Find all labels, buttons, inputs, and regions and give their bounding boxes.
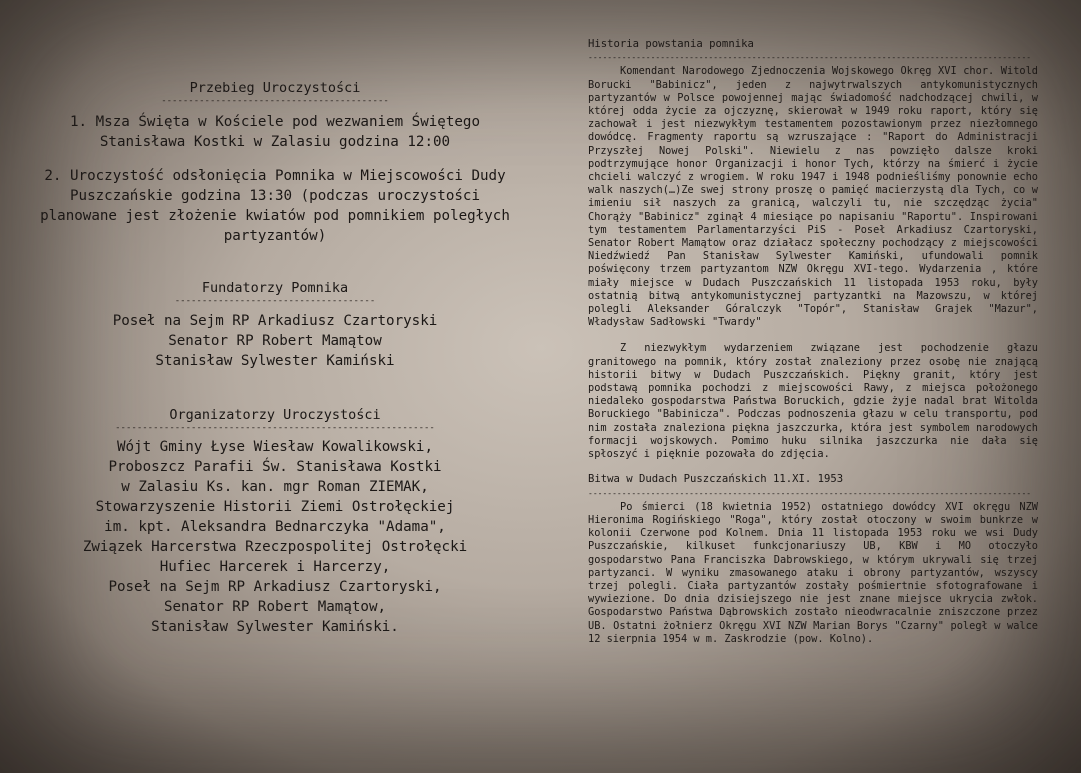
organizer-line: Poseł na Sejm RP Arkadiusz Czartoryski, [108, 579, 442, 595]
organizers-section [40, 407, 510, 637]
organizer-line: w Zalasiu Ks. kan. mgr Roman ZIEMAK, [121, 479, 429, 495]
program-section [40, 80, 510, 246]
founder-line: Poseł na Sejm RP Arkadiusz Czartoryski [112, 313, 438, 329]
divider: ------------------------------------- [174, 296, 376, 306]
history-section [588, 38, 1038, 461]
organizer-line: Stowarzyszenie Historii Ziemi Ostrołęckiej [95, 499, 455, 515]
program-item-2: 2. Uroczystość odsłonięcia Pomnika w Miejscowości Dudy Puszczańskie godzina 13:30 (podczas uroczystości planowane jest złożenie kwiatów pod pomnikiem poległych partyzantów) [40, 168, 510, 244]
battle-title: Bitwa w Dudach Puszczańskich 11.XI. 1953 [588, 473, 844, 486]
organizers-title: Organizatorzy Uroczystości [169, 407, 381, 423]
divider: -------------------------------------------------------------------------------------------- [588, 53, 1032, 63]
program-item-1: 1. Msza Święta w Kościele pod wezwaniem Świętego Stanisława Kostki w Zalasiu godzina 12:00 [70, 114, 480, 150]
divider: ------------------------------------------ [161, 96, 389, 106]
battle-paragraph: Po śmierci (18 kwietnia 1952) ostatniego dowódcy XVI okręgu NZW Hieronima Rogińskiego "Roga", który został otoczony w swoim bunkrze w kolonii Czerwone pod Kolnem. Dnia 11 listopada 1953 roku we wsi Dudy Puszczańskie, kilkuset funkcjonariuszy UB, KBW i MO otoczyło gospodarstwo Pana Franciszka Dabrowskiego, w którym ukrywali się trzej partyzanci. W wyniku zmasowanego ataku i obrony partyzantów, wszyscy trzej polegli. Ciała partyzantów zostały pośmiertnie sfotografowane i wywiezione. Do dnia dzisiejszego nie jest znane miejsce ukrycia zwłok. Gospodarstwo Państwa Dąbrowskich zostało nieodwracalnie zniszczone przez UB. Ostatni żołnierz Okręgu XVI NZW Marian Borys "Czarny" poległ w walce 12 sierpnia 1954 w m. Zaskrodzie (pow. Kolno). [588, 500, 1038, 645]
battle-section [588, 473, 1038, 646]
organizer-line: Związek Harcerstwa Rzeczpospolitej Ostrołęcki [82, 539, 468, 555]
organizer-line: Stanisław Sylwester Kamiński. [151, 619, 399, 635]
organizer-line: Senator RP Robert Mamątow, [163, 599, 387, 615]
founder-line: Senator RP Robert Mamątow [168, 333, 382, 349]
organizer-line: Hufiec Harcerek i Harcerzy, [159, 559, 391, 575]
left-column [40, 80, 510, 637]
founder-line: Stanisław Sylwester Kamiński [155, 353, 395, 369]
history-paragraph: Z niezwykłym wydarzeniem związane jest pochodzenie głazu granitowego na pomnik, który został znaleziony przez osobę nie znającą historii bitwy w Dudach Puszczańskich. Piękny granit, który jest podstawą pomnika pochodzi z miejscowości Rawy, z miejsca położonego niedaleko gospodarstwa Państwa Boruckich, gdzie żyje nadal brat Witolda Boruckiego "Babinicza". Podczas podnoszenia głazu w celu transportu, pod nim została znaleziona piękna jaszczurka, która jest symbolem narodowych formacji wojskowych. Pomimo huku silnika jaszczurka nie dała się spłoszyć i pięknie pozowała do zdjęcia. [588, 342, 1038, 461]
right-column [588, 38, 1038, 646]
history-paragraph: Komendant Narodowego Zjednoczenia Wojskowego Okręg XVI chor. Witold Borucki "Babinicz", jeden z najwytrwalszych antykomunistycznych partyzantów w Polsce powojennej mając świadomość nadchodzącej chwili, w której odda życie za ojczyznę, skierował w 1949 roku raport, który się zachował i jest niezwykłym testamentem pozostawionym przez niezłomnego dowódcę. Fragmenty raportu są wzruszające : "Raport do Administracji Przyszłej Nowej Polski". Niewielu z nas powzięło dalsze kroki podtrzymujące honor Organizacji i honor Tych, którzy na śmierć i życie chcieli walczyć z wrogiem. W roku 1947 i 1948 podnieśliśmy ponownie echo walk naszych(…)Ze swej strony proszę o pamięć macierzystą dla Tych, co w imieniu sił naszych za granicą, walczyli tu, nie szczędząc życia" Chorąży "Babinicz" zginął 4 miesiące po napisaniu "Raportu". Inspirowani tym testamentem Parlamentarzyści PiS - Poseł Arkadiusz Czartoryski, Senator Robert Mamątow oraz działacz społeczny pochodzący z miejscowości Niedźwiedź Pan Stanisław Sylwester Kamiński, ufundowali pomnik poświęcony trzem partyzantom NZW Okręgu XVI-tego. Wydarzenia , które miały miejsce w Dudach Puszczańskich 11 listopada 1953 roku, były ostatnią bitwą antykomunistycznej partyzantki na Mazowszu, w której polegli Aleksander Góralczyk "Topór", Stanisław Grajek "Mazur", Władysław Sadłowski "Twardy" [588, 65, 1038, 329]
founders-title: Fundatorzy Pomnika [201, 280, 349, 296]
founders-section [40, 280, 510, 371]
organizer-line: Wójt Gminy Łyse Wiesław Kowalikowski, [116, 439, 434, 455]
organizer-line: Proboszcz Parafii Św. Stanisława Kostki [108, 459, 442, 475]
divider: -------------------------------------------------------------------------------------------- [588, 488, 1032, 498]
program-title: Przebieg Uroczystości [189, 80, 361, 96]
history-title: Historia powstania pomnika [588, 38, 754, 50]
organizer-line: im. kpt. Aleksandra Bednarczyka "Adama", [104, 519, 446, 535]
divider: ----------------------------------------------------------- [115, 423, 435, 433]
